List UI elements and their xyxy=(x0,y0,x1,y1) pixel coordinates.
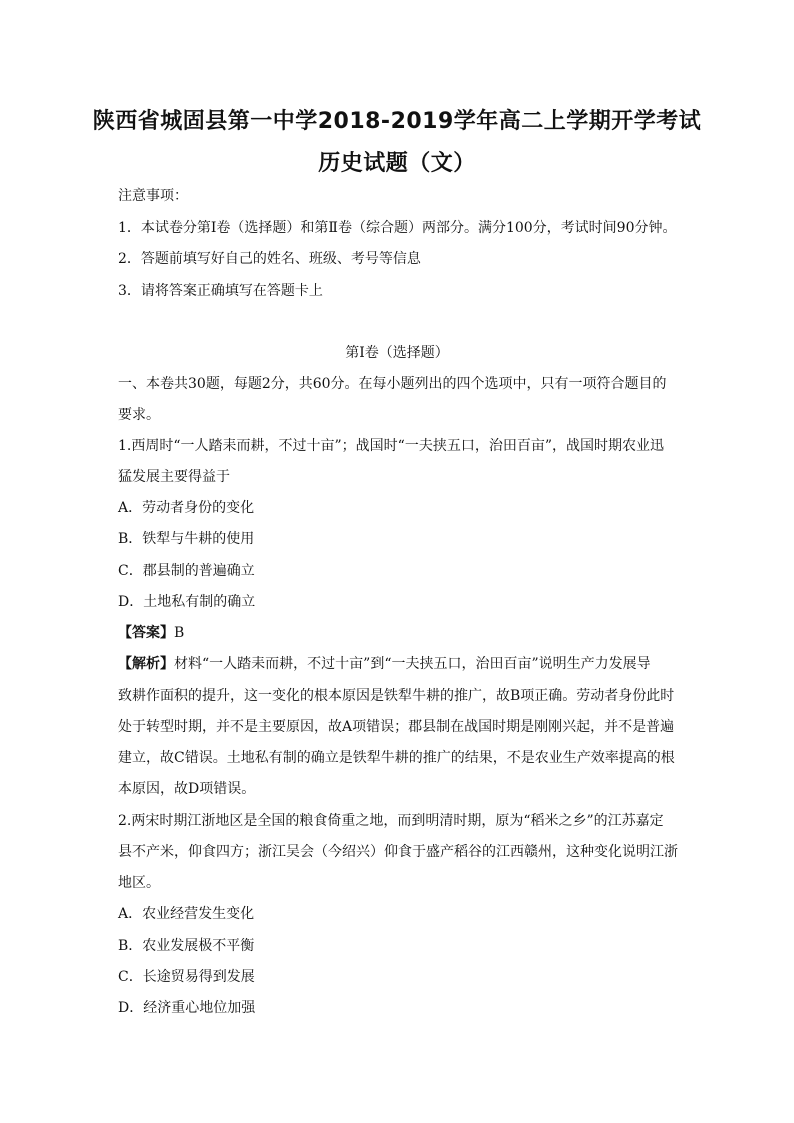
instruction-line: 要求。 xyxy=(118,407,160,423)
instruction-line: 一、本卷共30题，每题2分，共60分。在每小题列出的四个选项中，只有一项符合题目的 xyxy=(118,376,667,392)
option-c: C．郡县制的普遍确立 xyxy=(118,563,255,579)
answer-value: B xyxy=(174,625,185,641)
analysis-line: 本原因，故D项错误。 xyxy=(118,781,256,797)
notice-heading: 注意事项： xyxy=(118,188,188,204)
title-line-1: 陕西省城固县第一中学2018-2019学年高二上学期开学考试 xyxy=(92,109,702,134)
option-a: A．农业经营发生变化 xyxy=(118,906,255,922)
analysis-text: 材料“一人踏耒而耕，不过十亩”到“一夫挟五口，治田百亩”说明生产力发展导 xyxy=(174,656,651,672)
option-b: B．铁犁与牛耕的使用 xyxy=(118,531,255,547)
analysis-line: 建立，故C错误。土地私有制的确立是铁犁牛耕的推广的结果，不是农业生产效率提高的根 xyxy=(118,750,675,766)
section-heading: 第Ⅰ卷（选择题） xyxy=(345,345,449,361)
analysis-label: 【解析】 xyxy=(118,656,174,672)
analysis-line: 致耕作面积的提升，这一变化的根本原因是铁犁牛耕的推广，故B项正确。劳动者身份此时 xyxy=(118,688,675,704)
question-stem: 1.西周时“一人踏耒而耕，不过十亩”；战国时“一夫挟五口，治田百亩”，战国时期农业迅 xyxy=(118,438,664,454)
analysis-line: 处于转型时期，并不是主要原因，故A项错误；郡县制在战国时期是刚刚兴起，并不是普遍 xyxy=(118,719,675,735)
option-c: C．长途贸易得到发展 xyxy=(118,969,255,985)
question-stem: 猛发展主要得益于 xyxy=(118,469,230,485)
option-b: B．农业发展极不平衡 xyxy=(118,938,255,954)
question-stem: 2.两宋时期江浙地区是全国的粮食倚重之地，而到明清时期，原为“稻米之乡”的江苏嘉定 xyxy=(118,813,664,829)
notice-item: 3．请将答案正确填写在答题卡上 xyxy=(118,283,323,299)
option-a: A．劳动者身份的变化 xyxy=(118,500,255,516)
question-stem: 地区。 xyxy=(118,875,160,891)
analysis-line xyxy=(118,655,688,673)
notice-item: 2．答题前填写好自己的姓名、班级、考号等信息 xyxy=(118,251,421,267)
answer-label: 【答案】 xyxy=(118,625,174,641)
option-d: D．经济重心地位加强 xyxy=(118,1000,256,1016)
notice-item: 1．本试卷分第Ⅰ卷（选择题）和第Ⅱ卷（综合题）两部分。满分100分，考试时间90分钟。 xyxy=(118,220,677,236)
question-stem: 县不产米，仰食四方；浙江吴会（今绍兴）仰食于盛产稻谷的江西赣州，这种变化说明江浙 xyxy=(118,844,678,860)
answer-line xyxy=(118,624,688,642)
option-d: D．土地私有制的确立 xyxy=(118,594,256,610)
title-line-2: 历史试题（文） xyxy=(318,151,476,176)
